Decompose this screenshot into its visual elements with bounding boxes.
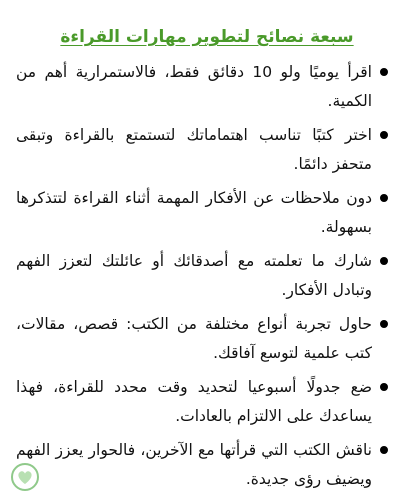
tip-text: دون ملاحظات عن الأفكار المهمة أثناء القراءة لتتذكرها بسهولة. [16, 189, 372, 236]
tip-item [16, 373, 388, 431]
tip-item [16, 310, 388, 368]
page-title [0, 26, 414, 48]
tip-text: اقرأ يوميًا ولو 10 دقائق فقط، فالاستمرارية أهم من الكمية. [16, 63, 372, 110]
logo-heart [18, 471, 31, 484]
bullet-dot-icon [380, 131, 388, 139]
tip-item [16, 121, 388, 179]
tip-text: شارك ما تعلمته مع أصدقائك أو عائلتك لتعزز الفهم وتبادل الأفكار. [16, 252, 372, 299]
heart-circle-logo [10, 462, 40, 492]
tip-item [16, 58, 388, 116]
bullet-dot-icon [380, 257, 388, 265]
tip-item [16, 184, 388, 242]
bullet-dot-icon [380, 320, 388, 328]
tip-text: حاول تجربة أنواع مختلفة من الكتب: قصص، مقالات، كتب علمية لتوسع آفاقك. [16, 315, 372, 362]
bullet-dot-icon [380, 383, 388, 391]
tip-item [16, 436, 388, 494]
tips-list [16, 58, 388, 499]
tip-text: ناقش الكتب التي قرأتها مع الآخرين، فالحوار يعزز الفهم ويضيف رؤى جديدة. [16, 441, 372, 488]
tip-text: اختر كتبًا تناسب اهتماماتك لتستمتع بالقراءة وتبقى متحفز دائمًا. [16, 126, 372, 173]
bullet-dot-icon [380, 194, 388, 202]
tip-text: ضع جدولًا أسبوعيا لتحديد وقت محدد للقراءة، فهذا يساعدك على الالتزام بالعادات. [16, 378, 372, 425]
tip-item [16, 247, 388, 305]
bullet-dot-icon [380, 446, 388, 454]
bullet-dot-icon [380, 68, 388, 76]
page-title-text: سبعة نصائح لتطوير مهارات القراءة [60, 27, 354, 47]
